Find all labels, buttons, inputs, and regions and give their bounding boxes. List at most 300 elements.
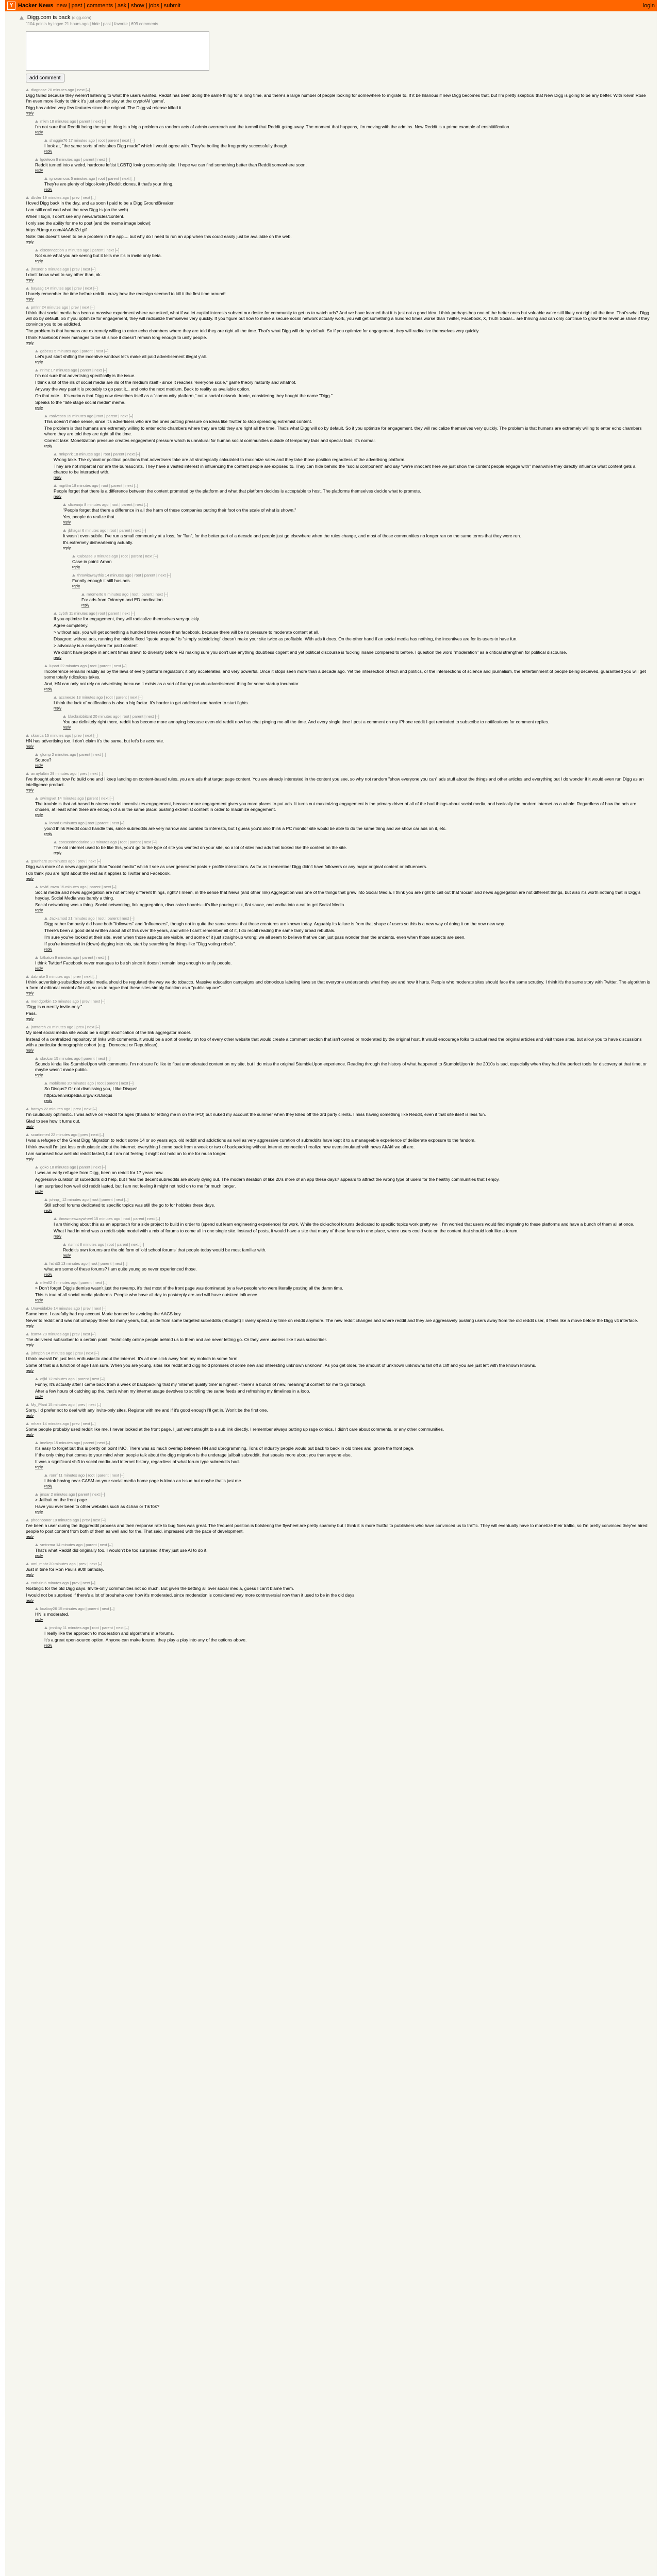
comment <box>26 733 651 749</box>
comment-paragraph: That's what Reddit did originally too. I wouldn't be too surprised if they just use AI to do it. <box>35 1548 208 1553</box>
comment-meta[interactable]: rtsmnt 8 minutes ago | root | parent | next [–] <box>68 1242 144 1247</box>
comment-meta[interactable]: throwitawaythis 14 minutes ago | root | parent | next [–] <box>77 573 171 578</box>
comment-header <box>35 1440 651 1445</box>
comment-meta[interactable]: bayaag 14 minutes ago | prev | next [–] <box>31 286 98 291</box>
reply-link[interactable]: reply <box>54 495 62 499</box>
comment-body <box>26 310 651 341</box>
upvote-arrow-icon[interactable] <box>44 1082 47 1084</box>
reply-link[interactable]: reply <box>35 361 43 364</box>
comment <box>72 573 651 588</box>
reply-link[interactable]: reply <box>44 188 53 192</box>
comment-paragraph: > Jailbait on the front page <box>35 1497 87 1502</box>
upvote-arrow-icon[interactable] <box>54 696 57 699</box>
comment-meta[interactable]: bsmt4 20 minutes ago | prev | next [–] <box>31 1332 96 1336</box>
comment-paragraph: And, HN can only not rely on advertising because it exists as a sort of funny pseudo-advertisement thing for some startup incubator. <box>44 681 300 686</box>
upvote-arrow-icon[interactable] <box>26 1563 29 1565</box>
comment-paragraph: I would not be surprised if there's a lot of brouhaha over how it's moderated, since moderation is considered way more controversial now than it used to be in the old days. <box>26 1592 356 1598</box>
reply-link[interactable]: reply <box>35 1190 43 1194</box>
upvote-arrow-icon[interactable] <box>26 1108 29 1110</box>
comment-meta[interactable]: jmsar 2 minutes ago | parent | next [–] <box>40 1492 105 1497</box>
reply-link[interactable]: reply <box>35 1074 43 1077</box>
reply-link[interactable]: reply <box>35 909 43 912</box>
upvote-arrow-icon[interactable] <box>35 797 38 800</box>
comment-header <box>54 611 651 616</box>
upvote-arrow-icon[interactable] <box>35 249 38 251</box>
comment-meta[interactable]: skrarca 15 minutes ago | prev | next [–] <box>31 733 98 738</box>
upvote-arrow-icon[interactable] <box>35 350 38 352</box>
upvote-arrow-icon[interactable] <box>26 1582 29 1584</box>
upvote-arrow-icon[interactable] <box>35 158 38 161</box>
upvote-arrow-icon[interactable] <box>26 1000 29 1003</box>
upvote-arrow-icon[interactable] <box>26 860 29 862</box>
reply-link[interactable]: reply <box>26 745 34 749</box>
comment-paragraph: On that note... It's curious that Digg now describes itself as a "community platform," not a social network. Ironic, considering they bought the name "Digg." <box>35 393 333 398</box>
comment-paragraph: For ads from Odoreyn and ED medication. <box>81 597 164 602</box>
comment-meta[interactable]: Jackamod 21 minutes ago | root | parent | next [–] <box>49 916 135 921</box>
upvote-arrow-icon[interactable] <box>54 841 57 843</box>
upvote-arrow-icon[interactable] <box>35 956 38 959</box>
reply-link[interactable]: reply <box>44 1209 53 1213</box>
upvote-arrow-icon[interactable] <box>26 1133 29 1136</box>
reply-link[interactable]: reply <box>35 1554 43 1558</box>
reply-link[interactable]: reply <box>44 833 53 836</box>
comment <box>54 452 651 480</box>
story-title[interactable]: Digg.com is back <box>27 14 71 21</box>
comment-meta[interactable]: pmlnr 24 minutes ago | prev | next [–] <box>31 305 95 310</box>
reply-link[interactable]: reply <box>35 967 43 971</box>
comment-meta[interactable]: My_Plant 15 minutes ago | prev | next [–] <box>31 1402 102 1407</box>
comment-meta[interactable]: johnp_ 12 minutes ago | root | parent | next [–] <box>49 1197 129 1202</box>
comment <box>54 611 651 660</box>
comment-paragraph: HN has advertising too. I don't claim it's the same, but let's be accurate. <box>26 738 164 743</box>
comment-header <box>44 664 651 668</box>
comment-paragraph: Digg was more of a news aggregator than "social media" which I see as user generated posts + profile interactions. As far as I remember Digg didn't have followers or any major original content or influencers. <box>26 864 427 869</box>
upvote-arrow-icon[interactable] <box>35 1166 38 1168</box>
reply-link[interactable]: reply <box>35 1618 43 1622</box>
upvote-arrow-icon[interactable] <box>26 1519 29 1521</box>
reply-link[interactable]: reply <box>44 688 53 691</box>
comment-paragraph: So Disqus? Or not dismissing you, I like Disqus! <box>44 1086 138 1091</box>
upvote-arrow-icon[interactable] <box>26 1403 29 1406</box>
reply-link[interactable]: reply <box>35 1466 43 1469</box>
comment-meta[interactable]: mromerto 8 minutes ago | root | parent | next [–] <box>87 592 169 597</box>
nav-jobs[interactable]: jobs <box>148 3 159 9</box>
comment-meta[interactable]: mgrtfm 18 minutes ago | root | parent | next [–] <box>59 483 138 488</box>
reply-link[interactable]: reply <box>26 1599 34 1603</box>
reply-link[interactable]: reply <box>26 112 34 115</box>
reply-link[interactable]: reply <box>26 877 34 881</box>
comment-body <box>35 354 651 360</box>
comment-meta[interactable]: mhzrz 14 minutes ago | prev | next [–] <box>31 1421 96 1426</box>
upvote-arrow-icon[interactable] <box>26 89 29 91</box>
comment-meta[interactable]: skrdcar 15 minutes ago | parent | next [–] <box>40 1056 111 1061</box>
comment-body <box>26 1356 651 1368</box>
reply-link[interactable]: reply <box>26 1158 34 1161</box>
upvote-arrow-icon[interactable] <box>35 753 38 756</box>
comment-paragraph: I think overall I'm just less enthusiastic about the internet. It's all one click away from my moloch in some form. <box>26 1356 239 1361</box>
upvote-arrow-icon[interactable] <box>54 1217 57 1220</box>
comment-body <box>44 921 651 947</box>
comment-meta[interactable]: arrayfulbin 29 minutes ago | prev | next [–] <box>31 771 103 776</box>
comment-paragraph: Let's just start shifting the incentive window: let's make all paid advertisement illegal y'all. <box>35 354 207 359</box>
comment-paragraph: Correct take: Monetization pressure creates engagement pressure which is unnatural for human social communities outside of temporary fads and special fads; it's normal. <box>44 438 376 443</box>
reply-link[interactable]: reply <box>26 298 34 301</box>
upvote-arrow-icon[interactable] <box>26 772 29 775</box>
comment-paragraph: what are some of these forums? I am quite young so never experienced those. <box>44 1266 197 1272</box>
comment-paragraph: If the only thing that comes to your mind when people talk about the digg migration is the underage jailbait subreddit, that speaks more about you than anyone else. <box>35 1452 352 1458</box>
comment-meta[interactable]: rsalvesco 19 minutes ago | root | parent | next [–] <box>49 414 134 418</box>
comment <box>26 1107 651 1129</box>
nav-past[interactable]: past <box>71 3 82 9</box>
comment <box>54 1216 651 1239</box>
upvote-arrow-icon[interactable] <box>54 453 57 455</box>
upvote-arrow-icon[interactable] <box>63 1243 66 1246</box>
upvote-arrow-icon[interactable] <box>44 1198 47 1201</box>
comment-meta[interactable]: dabrake 5 minutes ago | prev | next [–] <box>31 974 97 979</box>
comment-meta[interactable]: dbvler 19 minutes ago | prev | next [–] <box>31 195 96 200</box>
reply-link[interactable]: reply <box>26 1369 34 1373</box>
upvote-arrow-icon[interactable] <box>44 1262 47 1265</box>
nav-ask[interactable]: ask <box>118 3 127 9</box>
comment <box>63 714 651 730</box>
comment <box>44 1473 651 1488</box>
upvote-arrow-icon[interactable] <box>72 574 75 577</box>
comment-meta[interactable]: lupart 22 minutes ago | root | parent | next [–] <box>49 664 127 668</box>
reply-link[interactable]: reply <box>26 1344 34 1347</box>
upvote-arrow-icon[interactable] <box>26 1333 29 1335</box>
upvote-arrow-icon[interactable] <box>26 196 29 199</box>
comment-meta[interactable]: bitkaton 9 minutes ago | parent | next [–] <box>40 955 109 960</box>
comment-meta[interactable]: goko 18 minutes ago | parent | next [–] <box>40 1165 106 1170</box>
comment <box>26 286 651 301</box>
reply-link[interactable]: reply <box>54 852 62 855</box>
comment-paragraph: Not sure what you are seeing but it tells me it's in invite only beta. <box>35 253 162 258</box>
upvote-arrow-icon[interactable] <box>63 715 66 718</box>
comment-paragraph: I am surprised how well old reddit lasted, but I am not feeling it might not hold on to me for much longer. <box>35 1183 236 1189</box>
nav-new[interactable]: new <box>56 3 67 9</box>
comment-meta[interactable]: swimgvet 14 minutes ago | parent | next [–] <box>40 796 114 801</box>
comment <box>26 771 651 792</box>
comment <box>26 1581 651 1603</box>
comment-meta[interactable]: johnpbh 14 minutes ago | prev | next [–] <box>31 1351 99 1355</box>
reply-link[interactable]: reply <box>26 1018 34 1021</box>
reply-link[interactable]: reply <box>35 131 43 134</box>
reply-link[interactable]: reply <box>54 1235 62 1239</box>
reply-link[interactable]: reply <box>54 656 62 660</box>
reply-link[interactable]: reply <box>63 521 71 524</box>
comment <box>26 267 651 282</box>
upvote-arrow-icon[interactable] <box>26 268 29 270</box>
reply-link[interactable]: reply <box>35 406 43 410</box>
upvote-arrow-icon[interactable] <box>35 1442 38 1444</box>
upvote-arrow-icon[interactable] <box>35 1057 38 1060</box>
comment-body <box>26 200 651 240</box>
upvote-arrow-icon[interactable] <box>20 16 24 20</box>
comment-header <box>26 1562 651 1566</box>
comment-meta[interactable]: koaboy26 15 minutes ago | parent | next [–] <box>40 1606 114 1611</box>
reply-link[interactable]: reply <box>26 241 34 244</box>
nav-comments[interactable]: comments <box>87 3 113 9</box>
comment-meta[interactable]: corbzin 6 minutes ago | prev | next [–] <box>31 1581 95 1585</box>
comment-meta[interactable]: vmtrzma 14 minutes ago | parent | next [–] <box>40 1543 113 1547</box>
comment-body <box>35 1382 651 1394</box>
comment-paragraph: They're are plenty of bigot-loving Reddit clones, if that's your thing. <box>44 181 174 187</box>
comment-paragraph: It's extremely disheartening actually. <box>63 540 134 545</box>
upvote-arrow-icon[interactable] <box>54 484 57 487</box>
comment-header <box>26 305 651 310</box>
comment-paragraph: Disagree: without ads, running the middle fixed "quote unquote" is "simply subsidizing" doesn't make your site twice as profitable. With ads it does. On the other hand if an social media has nothing, the incentives are for its users to have fun. <box>54 636 518 641</box>
comment-paragraph: I think having near-CASM on your social media home page is kinda an issue but maybe that's just me. <box>44 1478 242 1483</box>
upvote-arrow-icon[interactable] <box>35 369 38 371</box>
comment-meta[interactable]: glomp 2 minutes ago | parent | next [–] <box>40 752 106 757</box>
reply-link[interactable]: reply <box>35 1511 43 1514</box>
comment-meta[interactable]: lgdeleon 9 minutes ago | parent | next [–] <box>40 157 110 162</box>
upvote-arrow-icon[interactable] <box>44 1626 47 1629</box>
upvote-arrow-icon[interactable] <box>44 665 47 667</box>
comment-paragraph: I think the lack of notifications is also a big factor. It's harder to get addicted and harder to start fights. <box>54 700 249 705</box>
comment-meta[interactable]: mendgorbin 15 minutes ago | prev | next [–] <box>31 999 106 1004</box>
comment-meta[interactable]: ronrf 11 minutes ago | root | parent | next [–] <box>49 1473 125 1478</box>
reply-link[interactable]: reply <box>54 707 62 710</box>
comment-paragraph: Still schoo! forums dedicated to specific topics was still the go to for hobbies these days. <box>44 1202 216 1208</box>
upvote-arrow-icon[interactable] <box>44 415 47 417</box>
upvote-arrow-icon[interactable] <box>35 1378 38 1380</box>
upvote-arrow-icon[interactable] <box>44 1474 47 1477</box>
comment <box>26 195 651 244</box>
comment-meta[interactable]: ami_mnbr 20 minutes ago | prev | next [–] <box>31 1562 103 1566</box>
comment-paragraph: Note: this doesn't seem to be a problem in the app.... but why do I need to run an app when this could easily just be available on the web. <box>26 234 292 239</box>
story-domain[interactable]: (digg.com) <box>72 15 92 20</box>
reply-link[interactable]: reply <box>26 1125 34 1129</box>
comment-meta[interactable]: jnmtarch 20 minutes ago | prev | next [–] <box>31 1025 100 1029</box>
comment-body <box>63 533 651 546</box>
comment-paragraph: It wasn't even subtle. I've run a small community at a loss, for "fun", for the better part of a decade and people just go elsewhere when the rules change, and most of those communities no longer ran on the same terms that they were run. <box>63 533 521 538</box>
comment-paragraph: My ideal social media site would be a slight modification of the link aggregator model. <box>26 1030 191 1035</box>
comment-paragraph: Social media and news aggregation are not entirely different things, right? I mean, in the sense that News (and other link) Aggregation was one of the things that grew into Social Media. I think you are right to call out that 'social' and news aggregation are not different things, but also it's worth nothing that in Digg's heyday, Social Media was barely a thing. <box>35 890 641 901</box>
upvote-arrow-icon[interactable] <box>44 177 47 180</box>
upvote-arrow-icon[interactable] <box>26 306 29 309</box>
reply-link[interactable]: reply <box>54 476 62 480</box>
reply-link[interactable]: reply <box>63 726 71 730</box>
comment-paragraph: > without ads, you will get something a hundred times worse than facebook, because there will be no pressure to moderate content at all. <box>54 630 320 635</box>
upvote-arrow-icon[interactable] <box>44 139 47 142</box>
story <box>5 11 657 31</box>
comment-meta[interactable]: diagnose 20 minutes ago | next [–] <box>31 88 90 92</box>
comment-body <box>26 1337 651 1343</box>
reply-link[interactable]: reply <box>72 585 80 588</box>
comment-paragraph: I think Twitter/ Facebook never manages to be sh since it doesn't remain long enough to unify people. <box>35 960 232 965</box>
reply-link[interactable]: reply <box>26 279 34 282</box>
reply-link[interactable]: reply <box>35 1299 43 1302</box>
comment-meta[interactable]: acsneeze 13 minutes ago | root | parent | next [–] <box>59 695 143 700</box>
top-bar <box>5 0 657 11</box>
upvote-arrow-icon[interactable] <box>81 593 85 596</box>
comment-meta[interactable]: jmnkby 11 minutes ago | root | parent | next [–] <box>49 1625 129 1630</box>
comment-meta[interactable]: barnyo 22 minutes ago | prev | next [–] <box>31 1107 97 1111</box>
reply-link[interactable]: reply <box>44 150 53 154</box>
comment-paragraph: Case in point: Arhan <box>72 559 112 564</box>
comment-header <box>35 1280 651 1285</box>
reply-link[interactable]: reply <box>35 260 43 263</box>
reply-link[interactable]: reply <box>44 1485 53 1488</box>
reply-link[interactable]: reply <box>26 1049 34 1053</box>
reply-link[interactable]: reply <box>81 604 90 607</box>
comment-header <box>63 528 651 533</box>
comment-paragraph: Same here. I carefully had my account Marie banned for avoiding the AACS key. <box>26 1311 182 1316</box>
comment-paragraph: I'm cautiously optimistic. I was active on Reddit for ages (thanks for letting me in on the IPO) but nuked my account the summer when they killed off the 3rd party clients. I miss having something like Reddit, even if that site itself is less fun. <box>26 1112 486 1117</box>
comment-header <box>26 195 651 200</box>
comment-header <box>44 1081 651 1086</box>
reply-link[interactable]: reply <box>26 1573 34 1577</box>
upvote-arrow-icon[interactable] <box>35 1493 38 1496</box>
comment-meta[interactable]: cybth 11 minutes ago | root | parent | next [–] <box>59 611 135 616</box>
comment-header <box>44 1197 651 1202</box>
upvote-arrow-icon[interactable] <box>44 822 47 824</box>
comment-meta[interactable]: mobilemo 20 minutes ago | root | parent | next [–] <box>49 1081 134 1086</box>
comment-meta[interactable]: hshtt3 13 minutes ago | root | parent | next [–] <box>49 1261 127 1266</box>
upvote-arrow-icon[interactable] <box>35 1281 38 1284</box>
upvote-arrow-icon[interactable] <box>26 1352 29 1354</box>
comment-body <box>54 457 651 475</box>
reply-link[interactable]: reply <box>63 1254 71 1258</box>
comment <box>35 1606 651 1622</box>
comment-meta[interactable]: lomrd 8 minutes ago | root | parent | next [–] <box>49 821 125 825</box>
comment-meta[interactable]: rmkpnrk 18 minutes ago | root | parent | next [–] <box>59 452 140 456</box>
comment-paragraph: Digg failed because they weren't listening to what the users wanted. Reddit has been doing the same thing for a long time, and there's a large number of people looking for somewhere to migrate to. If it be hilarious if new Digg becomes that, but I'm pretty skeptical that New Digg is going to be any better. With Kevin Rose I'm even more likely to think it's just another play at the crypto/AI 'game'. <box>26 93 646 104</box>
reply-link[interactable]: reply <box>26 1325 34 1328</box>
comment <box>35 157 651 173</box>
reply-link[interactable]: reply <box>35 1395 43 1399</box>
reply-link[interactable]: reply <box>35 169 43 173</box>
comment-meta[interactable]: nrimz 17 minutes ago | parent | next [–] <box>40 368 107 372</box>
upvote-arrow-icon[interactable] <box>63 503 66 506</box>
upvote-arrow-icon[interactable] <box>54 612 57 615</box>
upvote-arrow-icon[interactable] <box>26 1026 29 1028</box>
upvote-arrow-icon[interactable] <box>44 917 47 920</box>
comment-meta[interactable]: tovid_mvm 15 minutes ago | parent | next [–] <box>40 885 117 889</box>
comment-paragraph: "Digg is currently invite-only." <box>26 1004 82 1009</box>
upvote-arrow-icon[interactable] <box>72 555 75 557</box>
reply-link[interactable]: reply <box>44 1099 53 1103</box>
comment-meta[interactable]: mkwll2 4 minutes ago | parent | next [–] <box>40 1280 108 1285</box>
comment-body <box>35 1061 651 1073</box>
upvote-arrow-icon[interactable] <box>35 886 38 888</box>
comment-paragraph: Nostalgic for the old Digg days. Invite-only communities not so much. But given the betting all over social media, guess I can't blame them. <box>26 1586 294 1591</box>
comment-meta[interactable]: disconnection 3 minutes ago | parent | next [–] <box>40 248 120 252</box>
comment-header <box>35 1492 651 1497</box>
nav-submit[interactable]: submit <box>163 3 181 9</box>
comment-paragraph: After a few hours of catching up the, that's when my internet usage devolves to scrolling the same feeds and refreshing my timelines in a loop. <box>35 1388 310 1394</box>
reply-link[interactable]: reply <box>72 566 80 569</box>
comment-meta[interactable]: blackrabbitcnt 20 minutes ago | root | parent | next [–] <box>68 714 159 719</box>
comment-paragraph: I do think you are right about the rest as it applies to Twitter and Facebook. <box>26 871 171 876</box>
comment-meta[interactable]: Unavoidable 14 minutes ago | prev | next [–] <box>31 1306 107 1311</box>
upvote-arrow-icon[interactable] <box>26 734 29 737</box>
comment-body <box>26 1586 651 1598</box>
upvote-arrow-icon[interactable] <box>35 1607 38 1610</box>
reply-link[interactable]: reply <box>44 948 53 952</box>
comment-meta[interactable]: ignoramous 5 minutes ago | root | parent | next [–] <box>49 176 135 181</box>
comment-paragraph: I think overall I'm just less enthusiastic about the internet; everything I come back from a week or two of backpacking without internet connection I realize how overstimulated with news AI/Ai/I we all are. <box>26 1144 415 1149</box>
comment-meta[interactable]: phoenoonor 10 minutes ago | prev | next [–] <box>31 1518 106 1522</box>
comment-header <box>44 138 651 143</box>
comment-meta[interactable]: imekep 15 minutes ago | parent | next [–] <box>40 1440 110 1445</box>
site-name[interactable]: Hacker News <box>18 3 54 9</box>
reply-link[interactable]: reply <box>35 814 43 817</box>
reply-link[interactable]: reply <box>26 789 34 792</box>
comment-meta[interactable]: scurtinmed 22 minutes ago | prev | next [–] <box>31 1132 104 1137</box>
reply-link[interactable]: reply <box>44 1644 53 1648</box>
comment-meta[interactable]: shaggie76 17 minutes ago | root | parent | next [–] <box>49 138 135 143</box>
comment-meta[interactable]: dfjkl 12 minutes ago | parent | next [–] <box>40 1377 105 1381</box>
comment-header <box>54 695 651 700</box>
comment <box>26 999 651 1021</box>
comment-body <box>44 1478 651 1484</box>
comment-meta[interactable]: gabe01 5 minutes ago | parent | next [–] <box>40 349 109 353</box>
comment-meta[interactable]: gsunhare 20 minutes ago | prev | next [–] <box>31 859 102 863</box>
reply-link[interactable]: reply <box>26 1535 34 1539</box>
upvote-arrow-icon[interactable] <box>26 975 29 978</box>
nav-show[interactable]: show <box>131 3 144 9</box>
comment-body <box>54 700 651 706</box>
comment-body <box>26 1408 651 1413</box>
y-logo-icon[interactable]: Y <box>7 2 15 10</box>
comment-meta[interactable]: throwmeawaywheel 15 minutes ago | root | parent | next [–] <box>59 1216 160 1221</box>
upvote-arrow-icon[interactable] <box>26 1307 29 1310</box>
comment-header <box>35 1056 651 1061</box>
comment-paragraph: I look at, "the same sorts of mistakes Digg made" which I would agree with. They're boiling the frog pretty successfully though. <box>44 143 289 148</box>
reply-link[interactable]: reply <box>44 1273 53 1277</box>
comment-paragraph: The delivered subscriber to a certain point. Technically online people behind us to them and are never letting go. Or they were useless like I was subscriber. <box>26 1337 327 1342</box>
upvote-arrow-icon[interactable] <box>63 529 66 532</box>
comment <box>26 974 651 995</box>
comment-body <box>54 845 651 851</box>
reply-link[interactable]: reply <box>35 764 43 768</box>
comment-header <box>81 592 651 597</box>
comment-header <box>44 1473 651 1478</box>
reply-link[interactable]: reply <box>26 342 34 345</box>
comment-meta[interactable]: mkm 18 minutes ago | parent | next [–] <box>40 119 106 124</box>
comment-body <box>26 1523 651 1534</box>
upvote-arrow-icon[interactable] <box>26 1422 29 1425</box>
comment <box>35 248 651 263</box>
comment-meta[interactable]: conscedmodarine 20 minutes ago | root | parent | next [–] <box>59 840 157 844</box>
reply-link[interactable]: reply <box>63 547 71 550</box>
comment-paragraph: Reddit's own forums are the old form of 'old school forums' that people today would be most familiar with. <box>63 1247 267 1252</box>
comment-meta[interactable]: Cubasse 8 minutes ago | root | parent | next [–] <box>77 554 158 558</box>
reply-link[interactable]: reply <box>26 992 34 995</box>
comment-body <box>72 559 651 565</box>
comment-meta[interactable]: sliceanjo 8 minutes ago | root | parent | next [–] <box>68 502 148 507</box>
add-comment-button[interactable]: add comment <box>26 74 64 82</box>
reply-link[interactable]: reply <box>26 1433 34 1437</box>
comment-textarea[interactable] <box>26 31 209 71</box>
comment-body <box>26 1311 651 1324</box>
comment <box>72 554 651 569</box>
reply-link[interactable]: reply <box>44 445 53 448</box>
comment-meta[interactable]: jbhagar 6 minutes ago | root | parent | next [–] <box>68 528 146 533</box>
comment-header <box>35 157 651 162</box>
upvote-arrow-icon[interactable] <box>35 1544 38 1546</box>
reply-link[interactable]: reply <box>26 1414 34 1418</box>
comment-meta[interactable]: jhnsndr 5 minutes ago | prev | next [–] <box>31 267 96 272</box>
comment <box>35 796 651 817</box>
comment-paragraph: If you optimize for engagement, they will radicalize themselves very quickly. <box>54 616 200 621</box>
upvote-arrow-icon[interactable] <box>35 120 38 123</box>
comment <box>26 1518 651 1539</box>
upvote-arrow-icon[interactable] <box>26 287 29 290</box>
login-link[interactable]: login <box>642 3 655 9</box>
